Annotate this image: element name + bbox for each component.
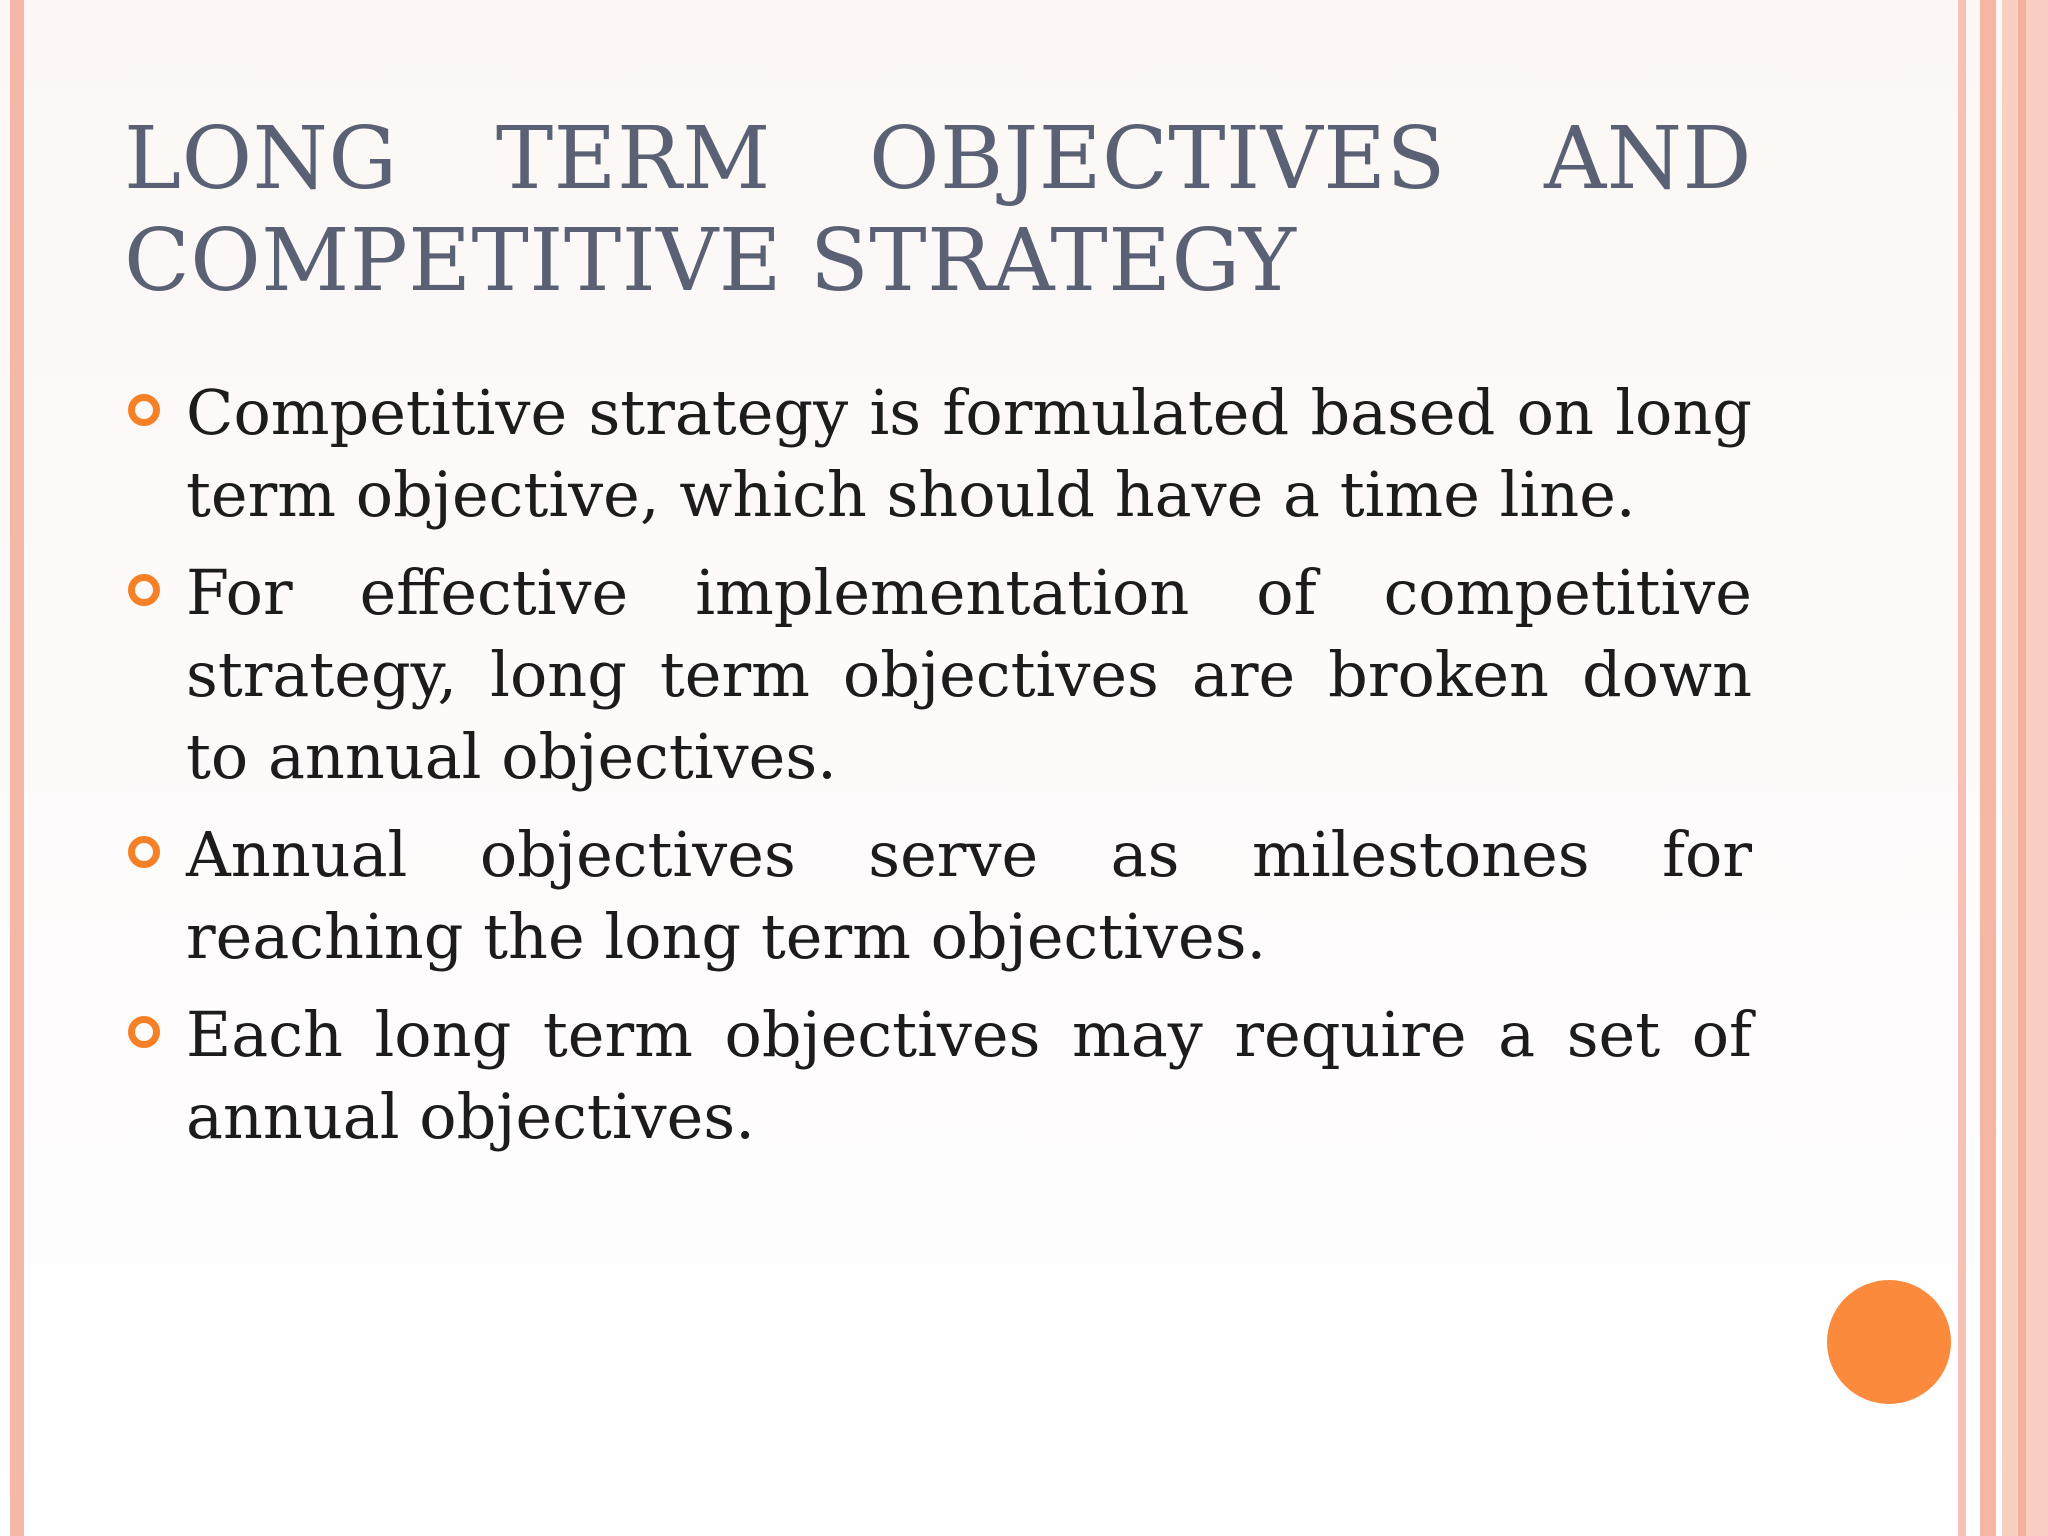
- circle-outline-icon: [128, 394, 160, 426]
- right-border-stripe: [1980, 0, 1996, 1536]
- circle-outline-icon: [128, 836, 160, 868]
- decorative-orange-circle: [1827, 1280, 1951, 1404]
- bullet-text: Each long term objectives may require a set of annual objectives.: [186, 998, 1752, 1153]
- bullet-item: [124, 372, 1752, 536]
- bullet-item: [124, 994, 1752, 1158]
- left-border-stripe: [10, 0, 24, 1536]
- bullet-text: Competitive strategy is formulated based on long term objective, which should have a time line.: [186, 376, 1752, 531]
- circle-outline-icon: [128, 1016, 160, 1048]
- bullet-text: For effective implementation of competitive strategy, long term objectives are broken down to annual objectives.: [186, 556, 1752, 793]
- bullet-text: Annual objectives serve as milestones for reaching the long term objectives.: [186, 818, 1752, 973]
- bullet-list: [124, 372, 1752, 1158]
- right-border-stripe: [2018, 0, 2026, 1536]
- right-border-stripe: [1958, 0, 1966, 1536]
- slide-content: [124, 372, 1752, 1174]
- bullet-item: [124, 814, 1752, 978]
- circle-outline-icon: [128, 574, 160, 606]
- slide-title: LONG TERM OBJECTIVES AND COMPETITIVE STRATEGY: [124, 109, 1752, 311]
- bullet-item: [124, 552, 1752, 798]
